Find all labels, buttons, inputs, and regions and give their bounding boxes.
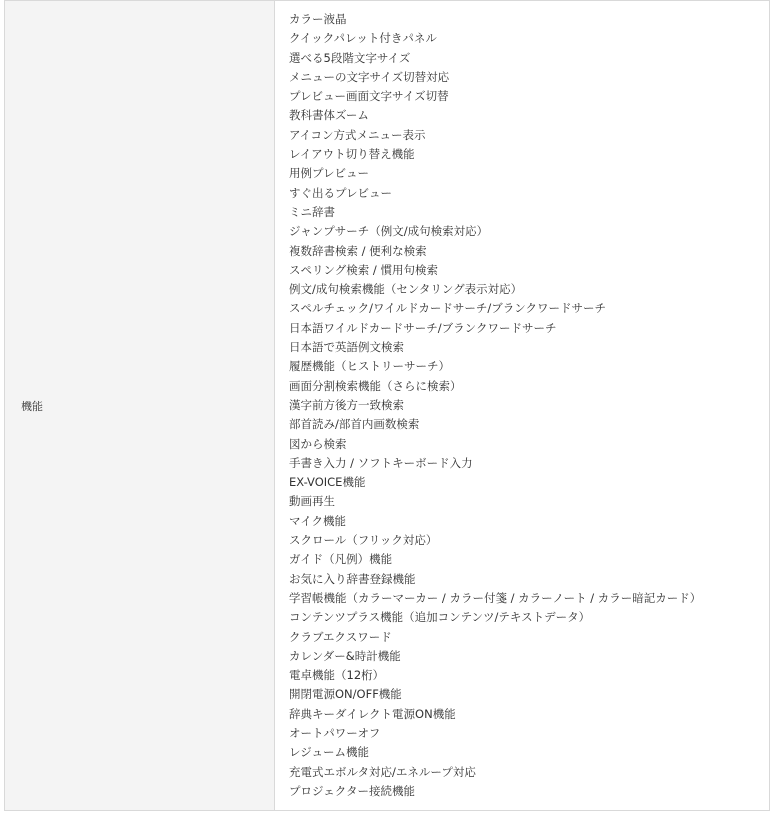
feature-item: ジャンプサーチ（例文/成句検索対応） — [289, 224, 489, 239]
feature-item: 動画再生 — [289, 494, 335, 509]
feature-item: 履歴機能（ヒストリーサーチ） — [289, 359, 450, 374]
feature-item: 画面分割検索機能（さらに検索） — [289, 378, 462, 393]
feature-item: 用例プレビュー — [289, 166, 370, 181]
feature-item: スクロール（フリック対応） — [289, 533, 438, 548]
feature-item: すぐ出るプレビュー — [289, 185, 393, 200]
feature-item: マイク機能 — [289, 513, 347, 528]
spec-label: 機能 — [21, 399, 43, 413]
feature-list — [289, 10, 769, 801]
feature-item: クラブエクスワード — [289, 629, 392, 644]
feature-item: アイコン方式メニュー表示 — [289, 127, 426, 142]
feature-item: 選べる5段階文字サイズ — [289, 50, 411, 65]
feature-item: 手書き入力 / ソフトキーボード入力 — [289, 455, 473, 470]
feature-item: 教科書体ズーム — [289, 108, 369, 123]
spec-label-cell — [5, 1, 275, 811]
feature-item: コンテンツプラス機能（追加コンテンツ/テキストデータ） — [289, 610, 591, 625]
feature-item: 充電式エボルタ対応/エネループ対応 — [289, 764, 476, 779]
feature-item: 辞典キーダイレクト電源ON機能 — [289, 706, 456, 721]
feature-item: 例文/成句検索機能（センタリング表示対応） — [289, 282, 523, 297]
feature-item: スペルチェック/ワイルドカードサーチ/ブランクワードサーチ — [289, 301, 606, 316]
spec-table — [4, 0, 770, 811]
feature-item: クイックパレット付きパネル — [289, 31, 437, 46]
feature-item: スペリング検索 / 慣用句検索 — [289, 262, 438, 277]
feature-item: 電卓機能（12桁） — [289, 668, 385, 683]
spec-value-cell — [275, 1, 770, 811]
feature-item: 日本語で英語例文検索 — [289, 340, 404, 355]
feature-item: ミニ辞書 — [289, 204, 335, 219]
feature-item: 部首読み/部首内画数検索 — [289, 417, 420, 432]
feature-item: カラー液晶 — [289, 12, 347, 26]
feature-item: 開閉電源ON/OFF機能 — [289, 687, 402, 702]
feature-item: オートパワーオフ — [289, 725, 381, 740]
feature-item: EX-VOICE機能 — [289, 475, 366, 490]
feature-item: カレンダー&時計機能 — [289, 648, 401, 663]
feature-item: ガイド（凡例）機能 — [289, 552, 393, 567]
spec-row-features — [5, 1, 770, 811]
feature-item: お気に入り辞書登録機能 — [289, 571, 416, 586]
feature-item: レイアウト切り替え機能 — [289, 147, 415, 162]
feature-item: レジューム機能 — [289, 745, 369, 760]
feature-item: 複数辞書検索 / 便利な検索 — [289, 243, 427, 258]
feature-item: 漢字前方後方一致検索 — [289, 397, 404, 412]
feature-item: プロジェクター接続機能 — [289, 783, 416, 798]
feature-item: プレビュー画面文字サイズ切替 — [289, 89, 449, 104]
feature-item: 図から検索 — [289, 436, 347, 451]
feature-item: メニューの文字サイズ切替対応 — [289, 69, 450, 84]
feature-item: 日本語ワイルドカードサーチ/ブランクワードサーチ — [289, 320, 557, 335]
feature-item: 学習帳機能（カラーマーカー / カラー付箋 / カラーノート / カラー暗記カード） — [289, 590, 702, 605]
